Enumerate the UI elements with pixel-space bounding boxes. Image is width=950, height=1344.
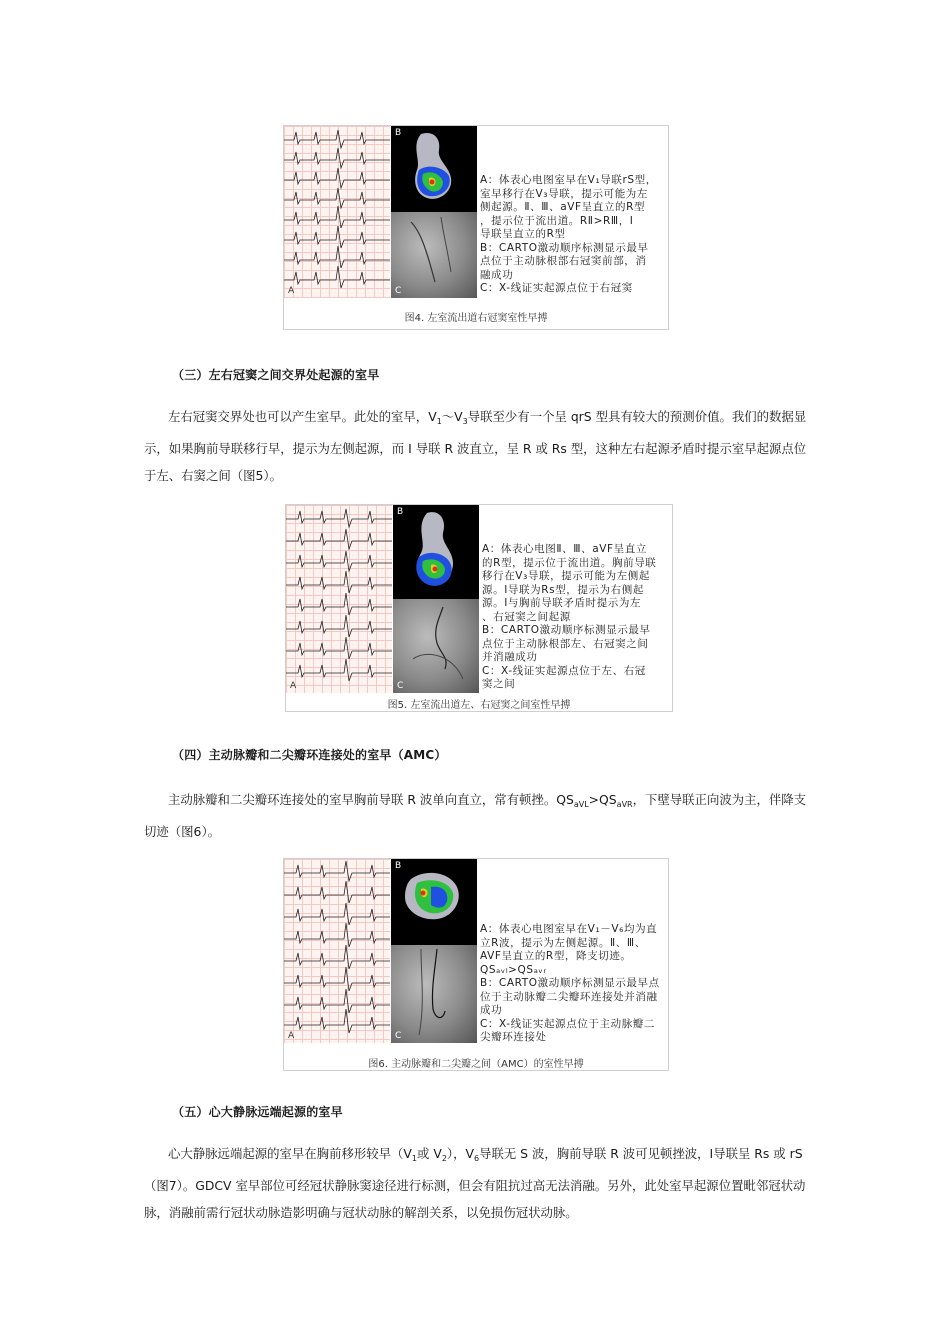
description-line: 室早移行在V₃导联，提示可能为左 <box>480 187 648 200</box>
ecg-panel-a <box>286 505 392 693</box>
figure-6 <box>283 858 669 1071</box>
description-line: AVF呈直立的R型，降支切迹。 <box>480 950 632 962</box>
ecg-traces <box>286 505 392 693</box>
panel-label-a: A <box>288 1031 295 1041</box>
description-line: 移行在V₃导联，提示可能为左侧起 <box>482 570 650 582</box>
description-line: 并消融成功 <box>482 651 538 663</box>
ecg-traces <box>284 859 390 1043</box>
ecg-panel-a <box>284 859 390 1043</box>
figure-6-description <box>480 923 660 1045</box>
section-4-paragraph: 主动脉瓣和二尖瓣环连接处的室早胸前导联 R 波单向直立，常有顿挫。$QS_{aVL}>QS_{aVR}$，下壁导联正向波为主，伴降支切迹（图6）。 <box>144 792 807 839</box>
description-line: 融成功 <box>480 268 514 281</box>
description-line: 窦之间 <box>482 678 516 690</box>
description-line: A：体表心电图Ⅱ、Ⅲ、aVF呈直立 <box>482 543 647 555</box>
section-5-heading: （五）心大静脉远端起源的室早 <box>172 1105 343 1119</box>
description-line: 立R波，提示为左侧起源。Ⅱ、Ⅲ、 <box>480 936 646 949</box>
figure-4-description <box>480 174 657 296</box>
panel-label-c: C <box>395 286 402 296</box>
description-line: 位于主动脉瓣二尖瓣环连接处并消融 <box>480 990 658 1003</box>
figure-4-caption: 图4. 左室流出道右冠窦室性早搏 <box>404 313 548 324</box>
carto-map-panel-b <box>391 126 477 212</box>
description-line: 尖瓣环连接处 <box>480 1031 547 1043</box>
description-line: 点位于主动脉根部右冠窦前部，消 <box>480 255 647 267</box>
description-line: 源。Ⅰ与胸前导联矛盾时提示为左 <box>482 597 642 609</box>
carto-map-panel-b <box>391 859 477 945</box>
carto-map-image <box>391 859 477 945</box>
xray-panel-c <box>393 599 479 693</box>
xray-panel-c <box>391 212 477 298</box>
description-line: ，提示位于流出道。RⅡ>RⅢ，Ⅰ <box>480 214 634 227</box>
carto-map-panel-b <box>393 505 479 599</box>
panel-label-a: A <box>290 681 297 691</box>
panel-label-c: C <box>397 681 404 691</box>
xray-image <box>391 945 477 1043</box>
description-line: 成功 <box>480 1004 503 1016</box>
description-line: B：CARTO激动顺序标测显示最早点 <box>480 977 660 989</box>
panel-label-a: A <box>288 286 295 296</box>
panel-label-b: B <box>395 861 402 871</box>
section-3-heading: （三）左右冠窦之间交界处起源的室早 <box>172 368 380 382</box>
figure-4 <box>283 125 669 330</box>
description-line: 导联呈直立的R型 <box>480 228 566 240</box>
description-line: 侧起源。Ⅱ、Ⅲ、aVF呈直立的R型 <box>480 201 646 213</box>
figure-5 <box>285 504 673 712</box>
ecg-traces <box>284 126 390 298</box>
description-line: B：CARTO激动顺序标测显示最早 <box>480 241 649 254</box>
panel-label-b: B <box>395 128 402 138</box>
figure-5-description <box>482 543 656 692</box>
figure-6-caption: 图6. 主动脉瓣和二尖瓣之间（AMC）的室性早搏 <box>368 1059 584 1070</box>
description-line: A：体表心电图室早在V₁导联rS型， <box>480 174 657 186</box>
description-line: A：体表心电图室早在V₁－V₆均为直 <box>480 923 658 935</box>
description-line: C：X-线证实起源点位于左、右冠 <box>482 664 646 677</box>
description-line: 的R型，提示位于流出道。胸前导联 <box>482 556 657 569</box>
section-5-paragraph: 心大静脉远端起源的室早在胸前移形较早（$V_1$或 $V_2$），$V_6$导联无 S 波，胸前导联 R 波可见顿挫波，Ⅰ导联呈 Rs 或 rS（图7）。GDCV 室早部位可经冠状静脉窦途径进行标测，但会有阻抗过高无法消融。另外，此处室早起源位置毗邻冠状动脉，消融前需行冠状动脉造影明确与冠状动脉的解剖关系，以免损伤冠状动脉。 <box>144 1146 806 1220</box>
carto-map-image <box>391 126 477 212</box>
description-line: QSₐᵥₗ>QSₐᵥᵣ <box>480 963 547 976</box>
panel-label-b: B <box>397 507 404 517</box>
description-line: 点位于主动脉根部左、右冠窦之间 <box>482 637 649 650</box>
section-3-paragraph: 左右冠窦交界处也可以产生室早。此处的室早，$V_1\sim V_3$导联至少有一个呈 qrS 型具有较大的预测价值。我们的数据显示，如果胸前导联移行早，提示为左侧起源，而 I 导联 R 波直立，呈 R 或 Rs 型，这种左右起源矛盾时提示室早起源点位于左、右窦之间（图5）。 <box>144 409 807 483</box>
section-4-heading: （四）主动脉瓣和二尖瓣环连接处的室早（AMC） <box>172 748 447 762</box>
description-line: C：X-线证实起源点位于右冠窦 <box>480 282 633 294</box>
description-line: C：X-线证实起源点位于主动脉瓣二 <box>480 1017 655 1030</box>
ecg-panel-a <box>284 126 390 298</box>
xray-panel-c <box>391 945 477 1043</box>
description-line: 、右冠窦之间起源 <box>482 610 571 623</box>
xray-image <box>391 212 477 298</box>
description-line: 源。Ⅰ导联为Rs型，提示为右侧起 <box>482 583 644 596</box>
carto-map-image <box>393 505 479 599</box>
panel-label-c: C <box>395 1031 402 1041</box>
xray-image <box>393 599 479 693</box>
figure-5-caption: 图5. 左室流出道左、右冠窦之间室性早搏 <box>387 700 571 711</box>
description-line: B：CARTO激动顺序标测显示最早 <box>482 624 651 636</box>
